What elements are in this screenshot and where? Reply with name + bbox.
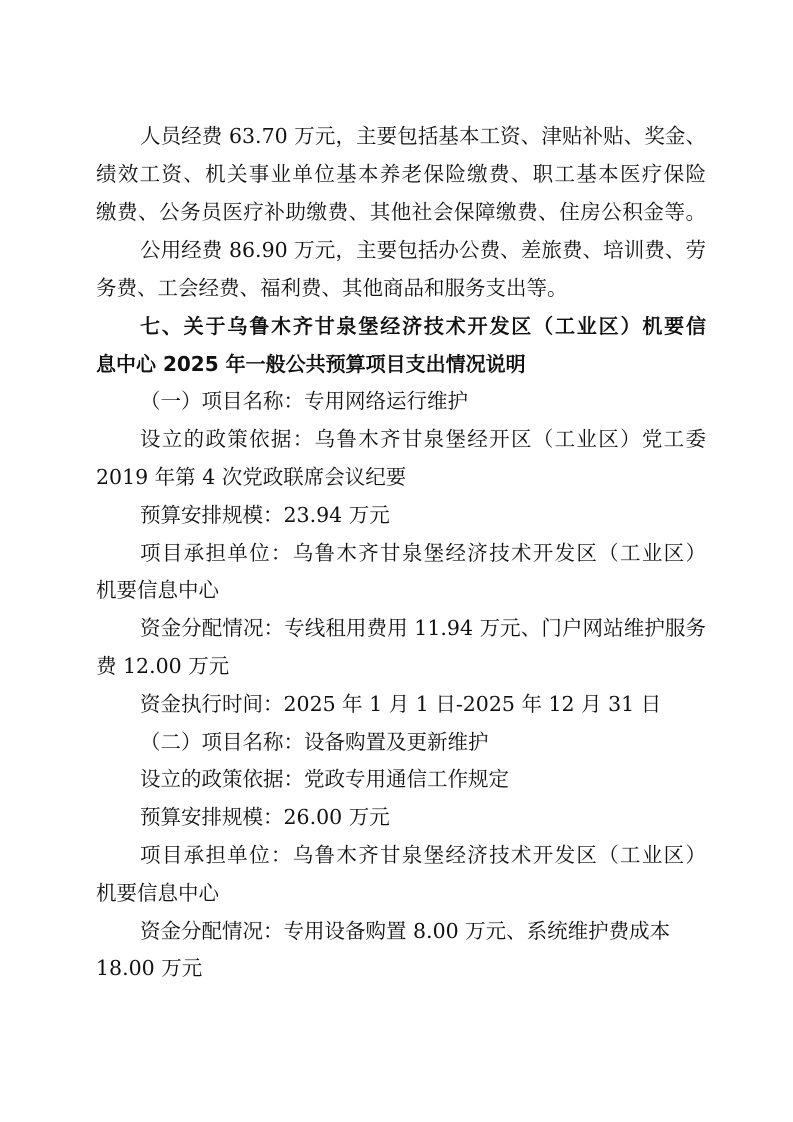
paragraph-line: 18.00 万元 [96, 956, 203, 980]
section-heading: 息中心 2025 年一般公共预算项目支出情况说明 [96, 352, 526, 376]
paragraph-line: 机要信息中心 [96, 881, 219, 905]
paragraph-line: 设立的政策依据：党政专用通信工作规定 [140, 767, 509, 791]
paragraph-line: 资金分配情况：专线租用费用 11.94 万元、门户网站维护服务 [140, 616, 706, 640]
paragraph-line: 绩效工资、机关事业单位基本养老保险缴费、职工基本医疗保险 [96, 162, 706, 186]
paragraph-line: 2019 年第 4 次党政联席会议纪要 [96, 465, 407, 489]
subsection-title: （一）项目名称：专用网络运行维护 [140, 389, 468, 413]
paragraph-line: 机要信息中心 [96, 578, 219, 602]
paragraph-line: 人员经费 63.70 万元，主要包括基本工资、津贴补贴、奖金、 [140, 124, 706, 148]
paragraph-line: 费 12.00 万元 [96, 654, 230, 678]
subsection-title: （二）项目名称：设备购置及更新维护 [140, 730, 489, 754]
paragraph-line: 公用经费 86.90 万元，主要包括办公费、差旅费、培训费、劳 [140, 238, 706, 262]
paragraph-line: 缴费、公务员医疗补助缴费、其他社会保障缴费、住房公积金等。 [96, 200, 706, 224]
paragraph-line: 设立的政策依据：乌鲁木齐甘泉堡经开区（工业区）党工委 [140, 427, 706, 451]
paragraph-line: 项目承担单位：乌鲁木齐甘泉堡经济技术开发区（工业区） [140, 541, 706, 565]
section-heading: 七、关于乌鲁木齐甘泉堡经济技术开发区（工业区）机要信 [140, 314, 706, 338]
paragraph-line: 预算安排规模：26.00 万元 [140, 805, 390, 829]
paragraph-line: 项目承担单位：乌鲁木齐甘泉堡经济技术开发区（工业区） [140, 843, 706, 867]
paragraph-line: 资金执行时间：2025 年 1 月 1 日-2025 年 12 月 31 日 [140, 692, 662, 716]
paragraph-line: 务费、工会经费、福利费、其他商品和服务支出等。 [96, 276, 568, 300]
paragraph-line: 资金分配情况：专用设备购置 8.00 万元、系统维护费成本 [140, 919, 671, 943]
paragraph-line: 预算安排规模：23.94 万元 [140, 503, 390, 527]
